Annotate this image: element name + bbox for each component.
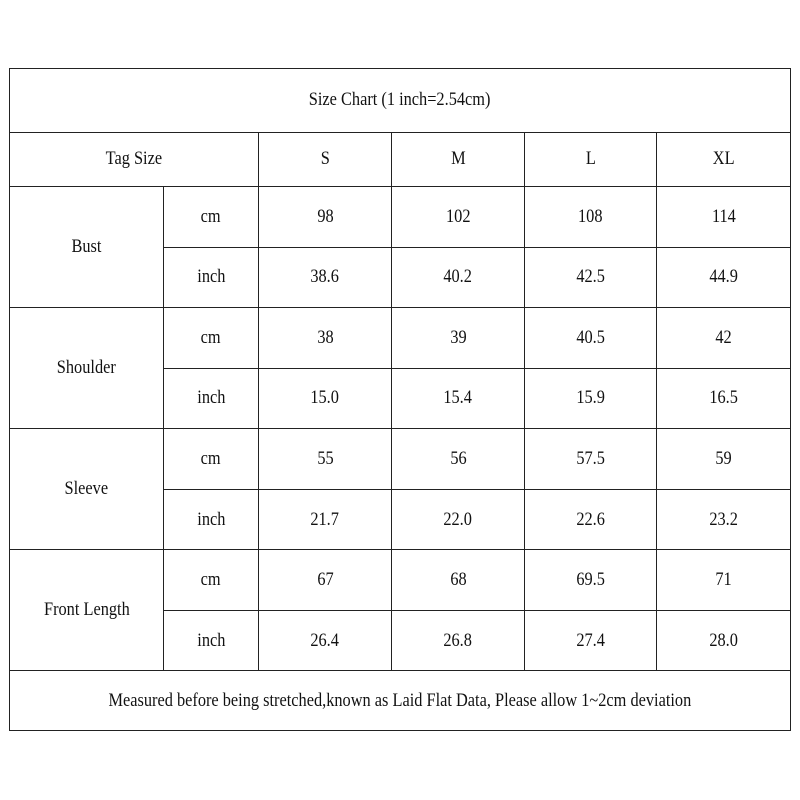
value-cell: 15.4 — [392, 368, 525, 429]
table-row — [10, 429, 791, 490]
value-cell: 22.6 — [525, 489, 657, 550]
unit-cell-inch: inch — [164, 368, 259, 429]
value-cell: 44.9 — [657, 247, 791, 308]
value-cell: 98 — [259, 187, 392, 248]
unit-cell-cm: cm — [164, 187, 259, 248]
value-cell: 102 — [392, 187, 525, 248]
unit-cell-cm: cm — [164, 550, 259, 611]
measurement-name-shoulder: Shoulder — [10, 308, 164, 429]
header-row — [10, 132, 791, 186]
value-cell: 26.4 — [259, 610, 392, 671]
chart-title-cell — [10, 69, 791, 133]
value-cell: 108 — [525, 187, 657, 248]
note-row — [10, 671, 791, 731]
table-row — [10, 308, 791, 369]
unit-cell-cm: cm — [164, 429, 259, 490]
value-cell: 69.5 — [525, 550, 657, 611]
deviation-note: Measured before being stretched,known as Laid Flat Data, Please allow 1~2cm deviation — [108, 689, 692, 711]
size-header-l: L — [525, 132, 657, 186]
value-cell: 114 — [657, 187, 791, 248]
unit-cell-inch: inch — [164, 489, 259, 550]
size-header-s: S — [259, 132, 392, 186]
value-cell: 57.5 — [525, 429, 657, 490]
value-cell: 42 — [657, 308, 791, 369]
tag-size-header-cell — [10, 132, 259, 186]
value-cell: 38.6 — [259, 247, 392, 308]
measurement-name-front-length: Front Length — [10, 550, 164, 671]
value-cell: 15.0 — [259, 368, 392, 429]
value-cell: 26.8 — [392, 610, 525, 671]
value-cell: 71 — [657, 550, 791, 611]
value-cell: 55 — [259, 429, 392, 490]
value-cell: 68 — [392, 550, 525, 611]
tag-size-label: Tag Size — [105, 148, 163, 170]
size-header-xl: XL — [657, 132, 791, 186]
measurement-name-bust: Bust — [10, 187, 164, 308]
size-header-m: M — [392, 132, 525, 186]
value-cell: 15.9 — [525, 368, 657, 429]
value-cell: 38 — [259, 308, 392, 369]
note-cell — [10, 671, 791, 731]
value-cell: 40.2 — [392, 247, 525, 308]
value-cell: 67 — [259, 550, 392, 611]
value-cell: 56 — [392, 429, 525, 490]
table-row — [10, 187, 791, 248]
value-cell: 23.2 — [657, 489, 791, 550]
title-row — [10, 69, 791, 133]
measurement-name-sleeve: Sleeve — [10, 429, 164, 550]
unit-cell-cm: cm — [164, 308, 259, 369]
value-cell: 27.4 — [525, 610, 657, 671]
chart-title: Size Chart (1 inch=2.54cm) — [309, 89, 491, 111]
unit-cell-inch: inch — [164, 610, 259, 671]
value-cell: 21.7 — [259, 489, 392, 550]
size-chart-table — [9, 68, 791, 731]
value-cell: 42.5 — [525, 247, 657, 308]
value-cell: 28.0 — [657, 610, 791, 671]
value-cell: 16.5 — [657, 368, 791, 429]
value-cell: 40.5 — [525, 308, 657, 369]
unit-cell-inch: inch — [164, 247, 259, 308]
value-cell: 59 — [657, 429, 791, 490]
table-row — [10, 550, 791, 611]
value-cell: 39 — [392, 308, 525, 369]
value-cell: 22.0 — [392, 489, 525, 550]
